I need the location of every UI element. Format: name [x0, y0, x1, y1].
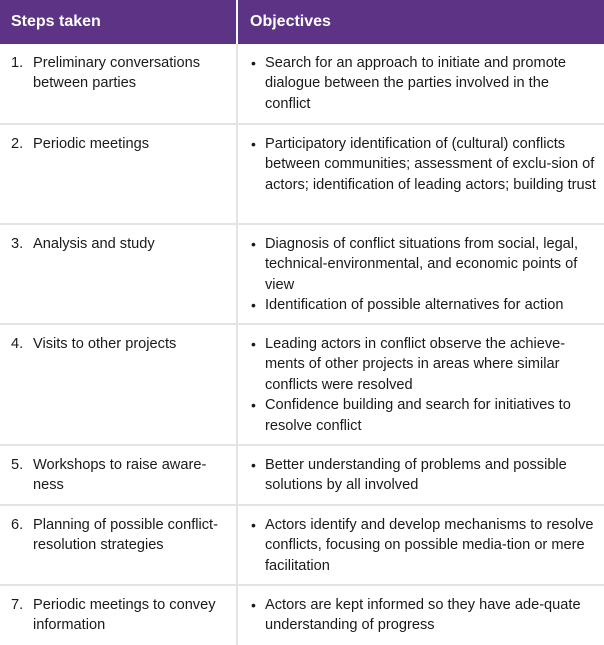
objective-item: [251, 395, 598, 436]
step-number: 5.: [11, 457, 24, 473]
objective-text: Better understanding of problems and possible solutions by all involved: [265, 457, 567, 494]
objective-item: [251, 53, 598, 114]
table-row: [0, 325, 604, 446]
objective-text: Identification of possible alternatives for action: [265, 297, 564, 314]
step-number: 3.: [11, 236, 24, 252]
objective-text: Diagnosis of conflict situations from social, legal, technical-environmental, and economic points of view: [265, 236, 579, 293]
objective-item: [251, 295, 598, 315]
step-cell: [0, 125, 238, 223]
objective-item: [251, 515, 598, 576]
step-text: Analysis and study: [33, 236, 155, 252]
objectives-cell: [238, 586, 604, 645]
objective-text: Search for an approach to initiate and promote dialogue between the parties involved in the conflict: [265, 55, 566, 112]
objectives-cell: [238, 325, 604, 444]
bullet-icon: •: [251, 597, 256, 613]
step-text: Preliminary conversations between parties: [33, 55, 201, 92]
objective-item: [251, 134, 598, 195]
step-text: Periodic meetings: [33, 136, 149, 152]
bullet-icon: •: [251, 397, 256, 414]
objective-item: [251, 334, 598, 395]
objectives-cell: [238, 506, 604, 584]
step-cell: [0, 44, 238, 123]
table-row: [0, 506, 604, 586]
header-objectives: Objectives: [250, 13, 331, 30]
bullet-icon: •: [251, 517, 256, 533]
step-number: 1.: [11, 55, 24, 71]
step-cell: [0, 586, 238, 645]
objective-item: [251, 455, 598, 496]
step-text: Workshops to raise aware-ness: [33, 457, 207, 494]
table-row: [0, 586, 604, 645]
objective-text: Confidence building and search for initiatives to resolve conflict: [265, 397, 571, 434]
bullet-icon: •: [251, 236, 256, 252]
step-number: 4.: [11, 336, 24, 352]
objective-text: Actors are kept informed so they have ade-quate understanding of progress: [265, 597, 581, 634]
step-cell: [0, 225, 238, 323]
header-steps-taken: Steps taken: [11, 13, 101, 30]
table-row: [0, 446, 604, 506]
step-text: Periodic meetings to convey information: [33, 597, 216, 634]
step-text: Planning of possible conflict-resolution strategies: [33, 517, 218, 554]
table-row: [0, 125, 604, 225]
bullet-icon: •: [251, 336, 256, 352]
table-row: [0, 44, 604, 125]
objective-text: Actors identify and develop mechanisms to resolve conflicts, focusing on possible media-tion or mere facilitation: [265, 517, 594, 574]
bullet-icon: •: [251, 136, 256, 152]
step-text: Visits to other projects: [33, 336, 177, 352]
step-cell: [0, 446, 238, 504]
objectives-cell: [238, 225, 604, 323]
bullet-icon: •: [251, 55, 256, 71]
objectives-cell: [238, 44, 604, 123]
step-cell: [0, 325, 238, 444]
step-number: 6.: [11, 517, 24, 533]
objective-item: [251, 595, 598, 636]
step-number: 2.: [11, 136, 24, 152]
objectives-cell: [238, 125, 604, 223]
bullet-icon: •: [251, 457, 256, 473]
objective-text: Leading actors in conflict observe the achieve-ments of other projects in areas where similar conflicts were resolved: [265, 336, 566, 393]
objective-text: Participatory identification of (cultural) conflicts between communities; assessment of exclu-sion of actors; identification of leading actors; building trust: [265, 136, 596, 193]
objective-item: [251, 234, 598, 295]
table-row: [0, 225, 604, 325]
objectives-cell: [238, 446, 604, 504]
step-number: 7.: [11, 597, 24, 613]
table-header: [0, 0, 604, 44]
step-cell: [0, 506, 238, 584]
bullet-icon: •: [251, 297, 256, 314]
